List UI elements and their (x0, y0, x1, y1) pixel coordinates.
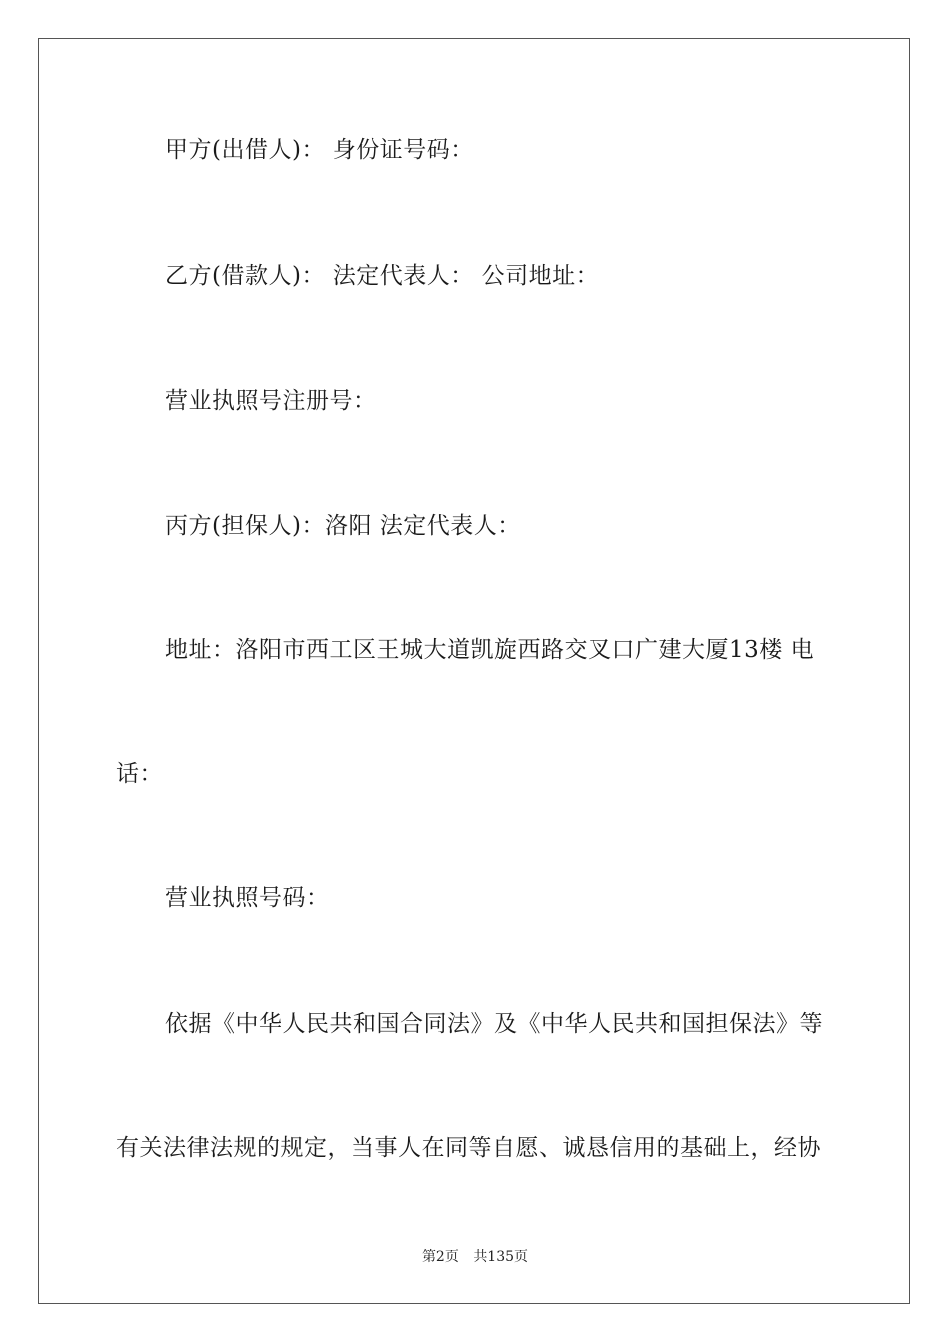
address-line: 地址：洛阳市西工区王城大道凯旋西路交叉口广建大厦13楼 电 (165, 637, 815, 663)
legal-basis-line-2: 有关法律法规的规定，当事人在同等自愿、诚恳信用的基础上，经协 (116, 1135, 821, 1161)
page-number: 第2页 (421, 1249, 459, 1265)
party-b-line: 乙方(借款人)： 法定代表人： 公司地址： (165, 263, 600, 289)
phone-line: 话： (116, 761, 163, 787)
page-border (38, 38, 910, 1304)
business-license-registration-line: 营业执照号注册号： (165, 388, 377, 414)
legal-basis-line-1: 依据《中华人民共和国合同法》及《中华人民共和国担保法》等 (165, 1011, 823, 1037)
page-footer (0, 1248, 950, 1266)
page-total: 共135页 (473, 1249, 529, 1265)
party-a-line: 甲方(出借人)： 身份证号码： (165, 137, 474, 163)
party-c-line: 丙方(担保人)：洛阳 法定代表人： (165, 513, 521, 539)
business-license-number-line: 营业执照号码： (165, 885, 330, 911)
